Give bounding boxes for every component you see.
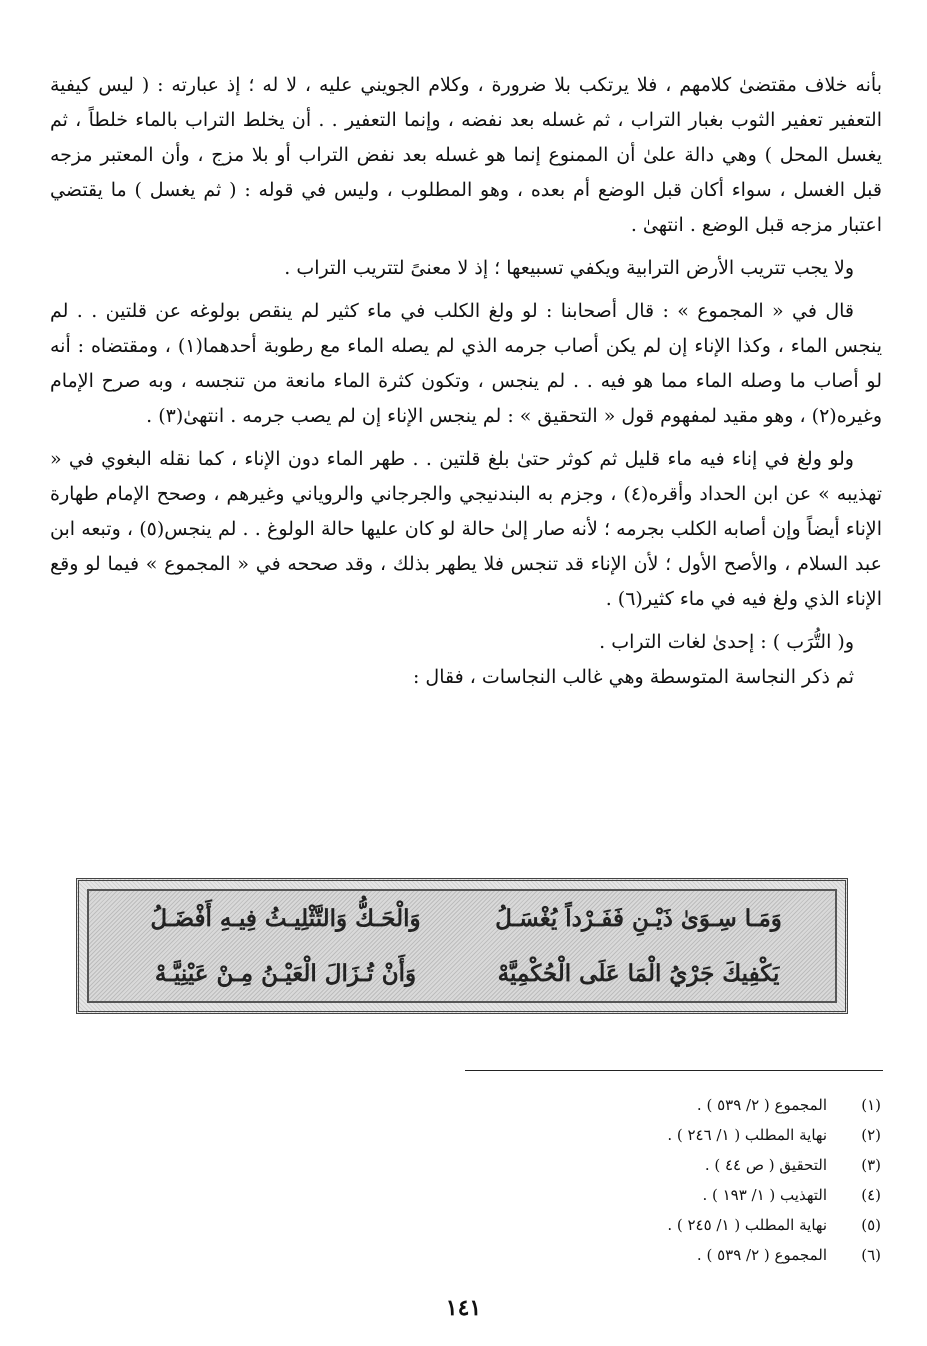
footnote-text: نهاية المطلب ( ١/ ٢٤٥ ) . [667,1216,827,1234]
paragraph-6: ثم ذكر النجاسة المتوسطة وهي غالب النجاسات ، فقال : [412,666,854,688]
footnote-item [461,1240,881,1270]
footnote-number: (٥) [861,1216,881,1234]
footnote-text: نهاية المطلب ( ١/ ٢٤٦ ) . [667,1126,827,1144]
paragraph-2: ولا يجب تتريب الأرض الترابية ويكفي تسبيعها ؛ إذ لا معنىً لتتريب التراب . [284,257,854,279]
verse-line2-first-hemistich: يَكْفِيكَ جَرْيُ الْمَا عَلَى الْحُكْمِيَّهْ [497,960,780,987]
verse-line2-second-hemistich: وَأَنْ تُـزَالَ الْعَيْـنُ مِـنْ عَيْنِيَّـهْ [154,960,417,987]
footnote-text: التحقيق ( ص ٤٤ ) . [704,1156,827,1174]
footnote-text: التهذيب ( ١/ ١٩٣ ) . [702,1186,827,1204]
verse-frame [76,878,848,1014]
footnote-item [461,1210,881,1240]
verse-grid [87,889,837,1003]
footnote-separator [465,1070,883,1071]
footnote-number: (٢) [861,1126,881,1144]
footnote-item [461,1150,881,1180]
footnote-number: (٣) [861,1156,881,1174]
verse-line1-second-hemistich: وَالْحَـكُّ وَالتَّثْلِيـثُ فِيـهِ أَفْضَـلُ [150,905,421,932]
footnote-item [461,1090,881,1120]
footnote-number: (٦) [861,1246,881,1264]
footnote-number: (١) [861,1096,881,1114]
footnotes [461,1090,881,1270]
paragraph-1: بأنه خلاف مقتضىٰ كلامهم ، فلا يرتكب بلا ضرورة ، وكلام الجويني عليه ، لا له ؛ إذ عبارته : ( ليس كيفية التعفير تعفير الثوب بغبار التراب ، ثم غسله بعد نفضه ، وإنما التعفير . . أن يخلط التراب بالماء خلطاً ، ثم يغسل المحل ) وهي دالة علىٰ أن الممنوع إنما هو غسله بعد نفض التراب أو بلا مزج ، وأن المعتبر مزجه قبل الغسل ، سواء أكان قبل الوضع أم بعده ، وهو المطلوب ، وليس في قوله : ( ثم يغسل ) ما يقتضي اعتبار مزجه قبل الوضع . انتهىٰ . [50,74,882,236]
paragraph-4: ولو ولغ في إناء فيه ماء قليل ثم كوثر حتىٰ بلغ قلتين . . طهر الماء دون الإناء ، كما نقله البغوي في « تهذيبه » عن ابن الحداد وأقره(٤) ، وجزم به البندنيجي والجرجاني والروياني وغيرهم ، وصحح الإمام طهارة الإناء أيضاً وإن أصابه الكلب بجرمه ؛ لأنه صار إلىٰ حالة لو كان عليها حالة الولوغ . . لم ينجس(٥) ، وتبعه ابن عبد السلام ، والأصح الأول ؛ لأن الإناء قد تنجس فلا يطهر بذلك ، وقد صححه في « المجموع » فيما لو وقع الإناء الذي ولغ فيه في ماء كثير(٦) . [50,448,882,610]
paragraph-5: و( التُّرَب ) : إحدىٰ لغات التراب . [599,631,854,653]
footnote-number: (٤) [861,1186,881,1204]
footnote-item [461,1180,881,1210]
footnote-text: المجموع ( ٢/ ٥٣٩ ) . [696,1096,827,1114]
page-number: ١٤١ [445,1295,482,1321]
main-text [50,68,882,695]
footnote-text: المجموع ( ٢/ ٥٣٩ ) . [696,1246,827,1264]
paragraph-3: قال في « المجموع » : قال أصحابنا : لو ولغ الكلب في ماء كثير لم ينقص بولوغه عن قلتين . . لم ينجس الماء ، وكذا الإناء إن لم يكن أصاب جرمه الذي لم يصله الماء مع رطوبة أحدهما(١) ، ومقتضاه : أنه لو أصاب ما وصله الماء مما هو فيه . . لم ينجس ، وتكون كثرة الماء مانعة من تنجسه ، وبه صرح الإمام وغيره(٢) ، وهو مقيد لمفهوم قول « التحقيق » : لم ينجس الإناء إن لم يصب جرمه . انتهىٰ(٣) . [50,300,883,427]
verse-line1-first-hemistich: وَمَـا سِـوَىٰ ذَيْـنِ فَفَـرْداً يُغْسَـلُ [495,905,782,932]
footnote-item [461,1120,881,1150]
